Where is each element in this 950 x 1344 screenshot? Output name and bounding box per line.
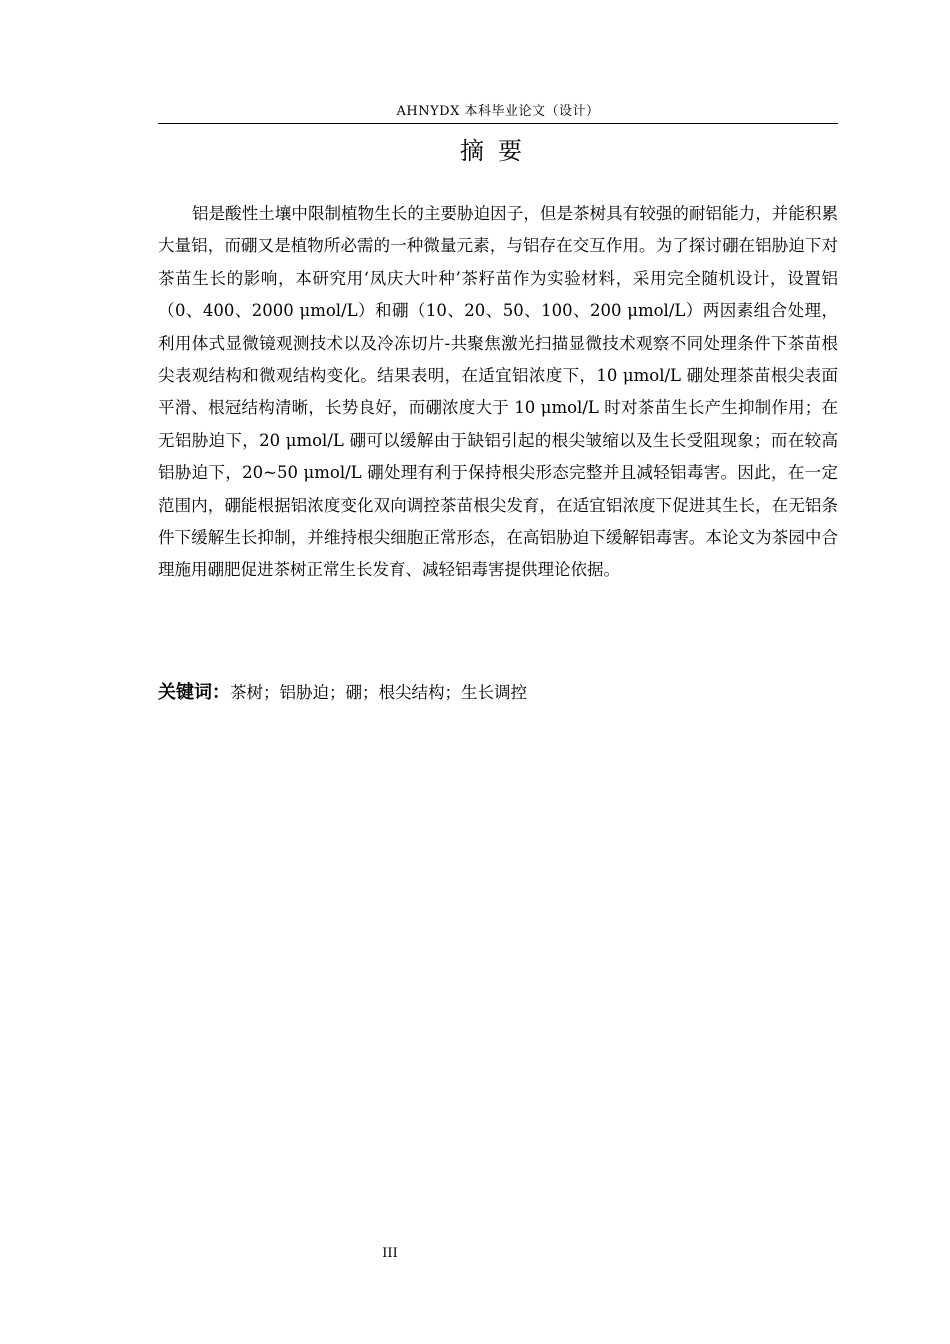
keywords-text: 茶树；铝胁迫；硼；根尖结构；生长调控 — [230, 683, 527, 702]
keywords-line — [158, 678, 838, 708]
page-number: III — [382, 1246, 398, 1261]
running-header: AHNYDX 本科毕业论文（设计） — [396, 104, 600, 119]
header-rule — [158, 123, 838, 124]
abstract-body: 铝是酸性土壤中限制植物生长的主要胁迫因子，但是茶树具有较强的耐铝能力，并能积累大量铝，而硼又是植物所必需的一种微量元素，与铝存在交互作用。为了探讨硼在铝胁迫下对茶苗生长的影响，本研究用‘凤庆大叶种’茶籽苗作为实验材料，采用完全随机设计，设置铝（0、400、2000 μmol/L）和硼（10、20、50、100、200 μmol/L）两因素组合处理，利用体式显微镜观测技术以及冷冻切片-共聚焦激光扫描显微技术观察不同处理条件下茶苗根尖表观结构和微观结构变化。结果表明，在适宜铝浓度下，10 μmol/L 硼处理茶苗根尖表面平滑、根冠结构清晰，长势良好，而硼浓度大于 10 μmol/L 时对茶苗生长产生抑制作用；在无铝胁迫下，20 μmol/L 硼可以缓解由于缺铝引起的根尖皱缩以及生长受阻现象；而在较高铝胁迫下，20~50 μmol/L 硼处理有利于保持根尖形态完整并且减轻铝毒害。因此，在一定范围内，硼能根据铝浓度变化双向调控茶苗根尖发育，在适宜铝浓度下促进其生长，在无铝条件下缓解生长抑制，并维持根尖细胞正常形态，在高铝胁迫下缓解铝毒害。本论文为茶园中合理施用硼肥促进茶树正常生长发育、减轻铝毒害提供理论依据。 — [158, 204, 838, 580]
keywords-label: 关键词： — [158, 682, 230, 703]
abstract-title: 摘要 — [460, 137, 536, 165]
